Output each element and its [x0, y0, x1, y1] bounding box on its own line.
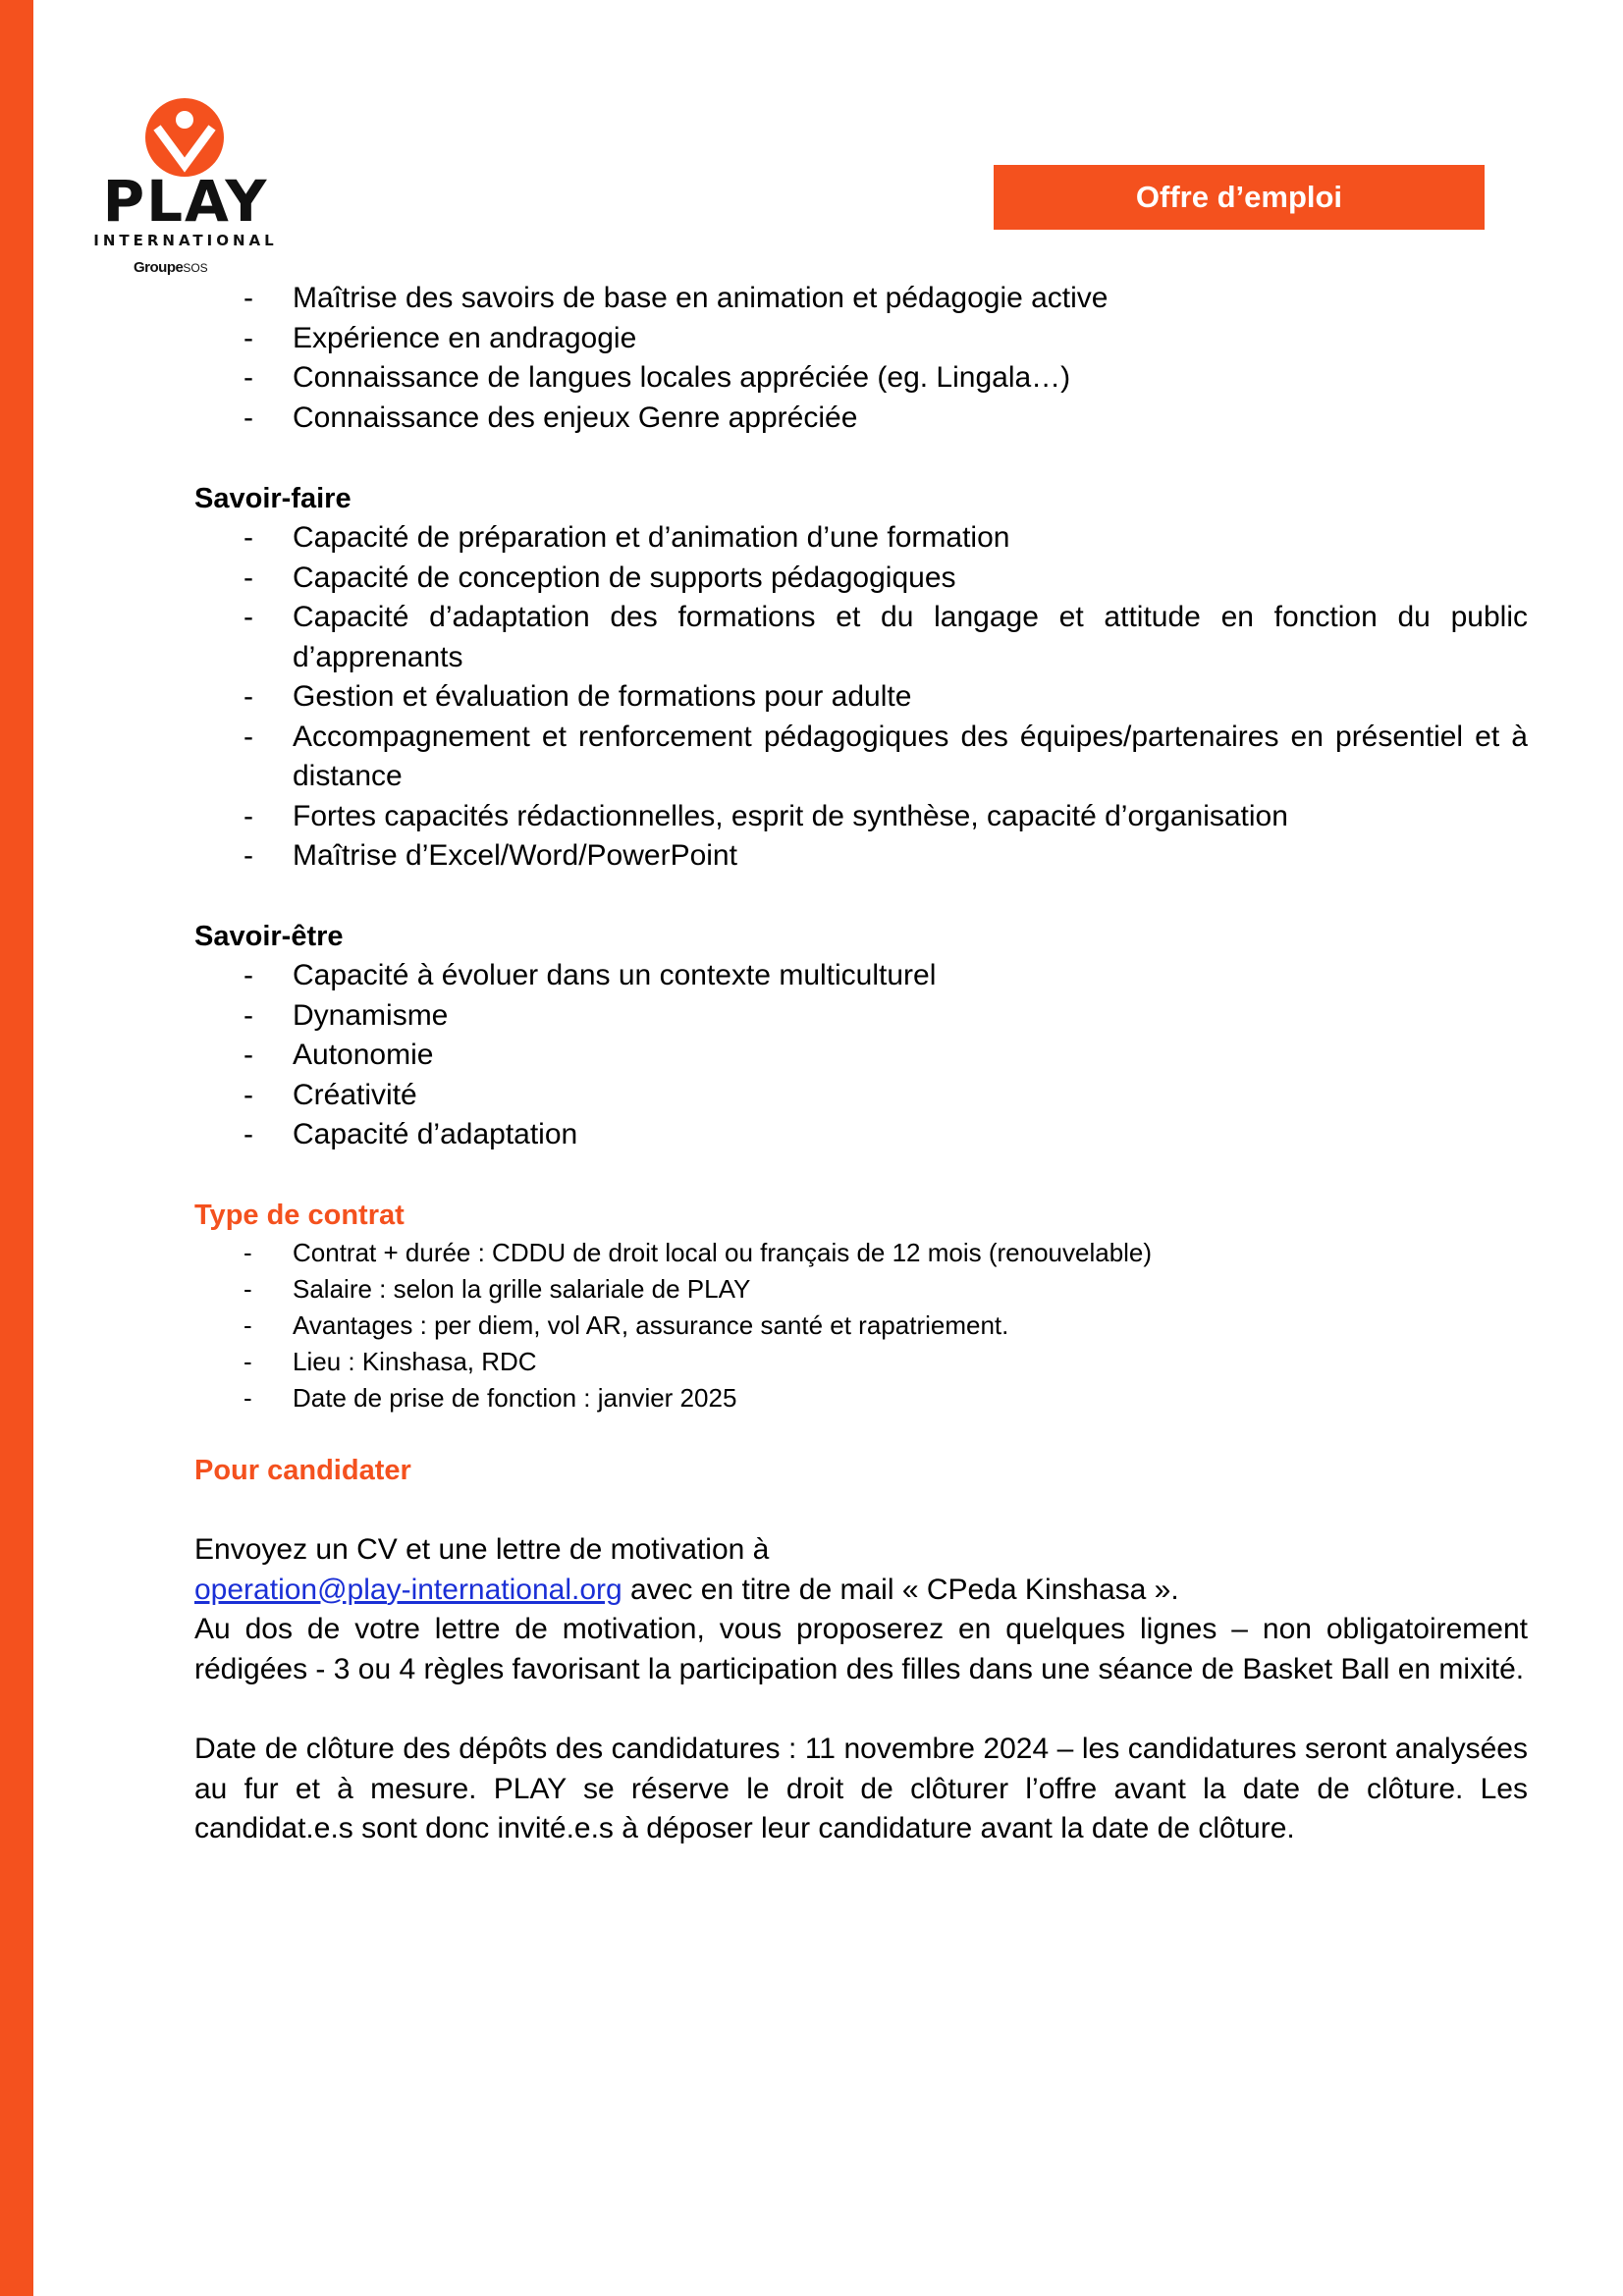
- accent-side-bar: [0, 0, 33, 2296]
- list-item: - Autonomie: [194, 1036, 1528, 1076]
- intro-list-section: [194, 279, 1528, 438]
- list-item: - Créativité: [194, 1076, 1528, 1116]
- play-international-logo: [92, 96, 279, 283]
- email-link[interactable]: operation@play-international.org: [194, 1573, 622, 1606]
- list-item: - Capacité de conception de supports pédagogiques: [194, 559, 1528, 599]
- savoir-etre-section: [194, 917, 1528, 1155]
- savoir-etre-list: [194, 956, 1528, 1155]
- list-item: - Connaissance des enjeux Genre appréciée: [194, 399, 1528, 439]
- candidater-body: [194, 1530, 1528, 1689]
- closing-date-block: [194, 1730, 1528, 1849]
- candidater-heading: Pour candidater: [194, 1455, 411, 1486]
- list-item: - Accompagnement et renforcement pédagogiques des équipes/partenaires en présentiel et à distance: [194, 718, 1528, 797]
- candidater-after-email: avec en titre de mail « CPeda Kinshasa ».: [622, 1573, 1179, 1606]
- candidater-intro: Envoyez un CV et une lettre de motivation à: [194, 1533, 770, 1566]
- contrat-heading: Type de contrat: [194, 1200, 405, 1231]
- list-item: - Date de prise de fonction : janvier 2025: [194, 1380, 1528, 1416]
- intro-list: [194, 279, 1528, 438]
- candidater-paragraph: [194, 1530, 1528, 1689]
- list-item: - Connaissance de langues locales appréciée (eg. Lingala…): [194, 358, 1528, 399]
- list-item: - Lieu : Kinshasa, RDC: [194, 1344, 1528, 1380]
- candidater-heading-block: [194, 1451, 1528, 1490]
- list-item: - Maîtrise d’Excel/Word/PowerPoint: [194, 836, 1528, 877]
- savoir-faire-section: [194, 479, 1528, 877]
- logo-group-text: [134, 259, 208, 276]
- logo-group-light: SOS: [183, 261, 208, 275]
- list-item: - Dynamisme: [194, 996, 1528, 1037]
- contrat-list: [194, 1235, 1528, 1416]
- list-item: - Avantages : per diem, vol AR, assurance santé et rapatriement.: [194, 1308, 1528, 1344]
- list-item: - Maîtrise des savoirs de base en animation et pédagogie active: [194, 279, 1528, 319]
- savoir-faire-heading: Savoir-faire: [194, 483, 352, 514]
- list-item: - Capacité de préparation et d’animation d’une formation: [194, 518, 1528, 559]
- logo-group-bold: Groupe: [134, 259, 184, 276]
- list-item: - Capacité à évoluer dans un contexte multiculturel: [194, 956, 1528, 996]
- contrat-section: [194, 1196, 1528, 1416]
- savoir-faire-list: [194, 518, 1528, 877]
- list-item: - Capacité d’adaptation: [194, 1115, 1528, 1155]
- logo-brand-text: PLAY: [102, 168, 269, 235]
- list-item: - Expérience en andragogie: [194, 319, 1528, 359]
- job-offer-tag: Offre d’emploi: [994, 165, 1485, 230]
- list-item: - Capacité d’adaptation des formations et du langage et attitude en fonction du public d’apprenants: [194, 598, 1528, 677]
- closing-date-paragraph: Date de clôture des dépôts des candidatures : 11 novembre 2024 – les candidatures seront analysées au fur et à mesure. PLAY se réserve le droit de clôturer l’offre avant la date de clôture. Les candidat.e.s sont donc invité.e.s à déposer leur candidature avant la date de clôture.: [194, 1733, 1528, 1844]
- list-item: - Gestion et évaluation de formations pour adulte: [194, 677, 1528, 718]
- list-item: - Contrat + durée : CDDU de droit local ou français de 12 mois (renouvelable): [194, 1235, 1528, 1271]
- list-item: - Fortes capacités rédactionnelles, esprit de synthèse, capacité d’organisation: [194, 797, 1528, 837]
- list-item: - Salaire : selon la grille salariale de PLAY: [194, 1271, 1528, 1308]
- play-logo-icon: [143, 96, 226, 179]
- savoir-etre-heading: Savoir-être: [194, 921, 344, 952]
- candidater-paragraph2: Au dos de votre lettre de motivation, vous proposerez en quelques lignes – non obligatoirement rédigées - 3 ou 4 règles favorisant la participation des filles dans une séance de Basket Ball en mixité.: [194, 1613, 1528, 1685]
- logo-subtitle-text: INTERNATIONAL: [93, 232, 278, 249]
